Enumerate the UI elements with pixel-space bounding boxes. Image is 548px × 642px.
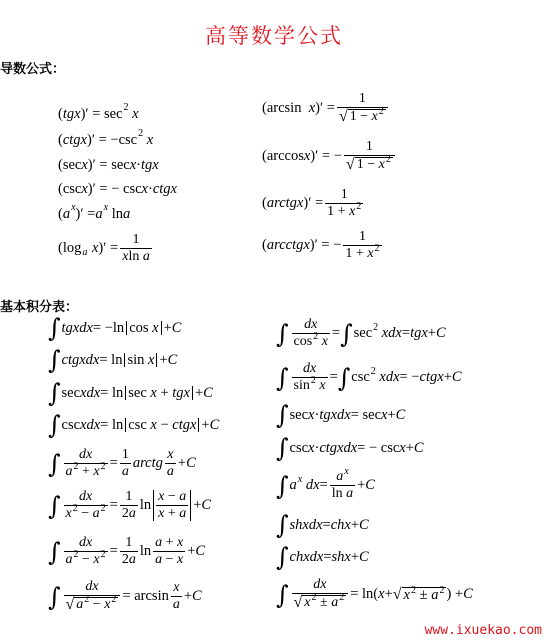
formula-i-shx: ∫ shxdx = chx + C	[276, 510, 369, 540]
formula-i-secx-tgx: ∫ sec x · tgxdx = sec x + C	[276, 400, 406, 430]
integral-heading: 基本积分表：	[0, 300, 79, 315]
formula-d-arctg: ( arctgx )′ = $\frac{1}{1 + x^2}$	[262, 187, 362, 219]
formula-i-sqrt-x2-pm-a2: ∫ dx √ $x^2 \pm a^2$ = ln( x + √ $x^2 \pm a^2$ ) + C	[276, 577, 473, 611]
formula-d-ax: ( a x )′ = a x ln a	[58, 202, 131, 222]
formula-d-log: (log a x )′ = $\frac{1}{\text{xln a}}$	[58, 232, 150, 264]
watermark-url: www.ixuekao.com	[424, 623, 542, 638]
formula-i-tgx: ∫ tgxdx = −ln cos x + C	[48, 313, 182, 343]
formula-i-ctgx: ∫ ctgxdx = ln sin x + C	[48, 345, 178, 375]
formula-d-cscx: (csc x )′ = − csc x · ctgx	[58, 181, 177, 197]
formula-d-secx: (sec x )′ = sec x · tgx	[58, 157, 159, 173]
formula-i-a2-plus-x2: ∫ $\frac{dx}{a^2 + x^2}$ = $\frac{1}{a}$ arctg $\frac{x}{a}$ + C	[48, 447, 196, 479]
derivative-heading: 导数公式：	[0, 62, 66, 77]
formula-d-ctgx: ( ctgx )′ = −csc 2 x	[58, 128, 154, 148]
formula-d-arccos: (arccos x )′ = − 1 √ $1 - x^2$	[262, 140, 397, 173]
formula-i-ax: ∫ a x dx = $\frac{a^x}{\text{ln a}}$ + C	[276, 466, 375, 501]
formula-i-x2-minus-a2: ∫ $\frac{dx}{x^2 - a^2}$ = $\frac{1}{2a}$ ln $\frac{x - a}{x + a}$ + C	[48, 489, 212, 521]
formula-i-cos2: ∫ $\frac{dx}{\cos^2 x}$ = ∫ sec 2 xdx = tgx + C	[276, 317, 446, 349]
formula-i-cscx: ∫ csc xdx = ln csc x − ctgx + C	[48, 410, 220, 440]
formula-d-arcctg: ( arcctgx )′ = − $\frac{1}{1 + x^2}$	[262, 229, 380, 261]
formula-d-arcsin: (arcsin x )′ = 1 √ $1 - x^2$	[262, 92, 390, 125]
formula-d-tgx: ( tgx )′ = sec 2 x	[58, 102, 139, 122]
formula-i-sin2: ∫ $\frac{dx}{\sin^2 x}$ = ∫ csc 2 xdx = − ctgx + C	[276, 361, 462, 393]
formula-i-a2-minus-x2: ∫ $\frac{dx}{a^2 - x^2}$ = $\frac{1}{2a}$ ln $\frac{a + x}{a - x}$ + C	[48, 535, 206, 567]
formula-i-secx: ∫ sec xdx = ln sec x + tgx + C	[48, 378, 213, 408]
formula-i-cscx-ctgx: ∫ csc x · ctgxdx = − csc x + C	[276, 433, 424, 463]
page-title: 高等数学公式	[205, 24, 343, 48]
formula-i-chx: ∫ chxdx = shx + C	[276, 542, 369, 572]
formula-i-sqrt-a2-minus-x2: ∫ dx √ $a^2 - x^2$ = arcsin $\frac{x}{a}$ + C	[48, 579, 202, 613]
